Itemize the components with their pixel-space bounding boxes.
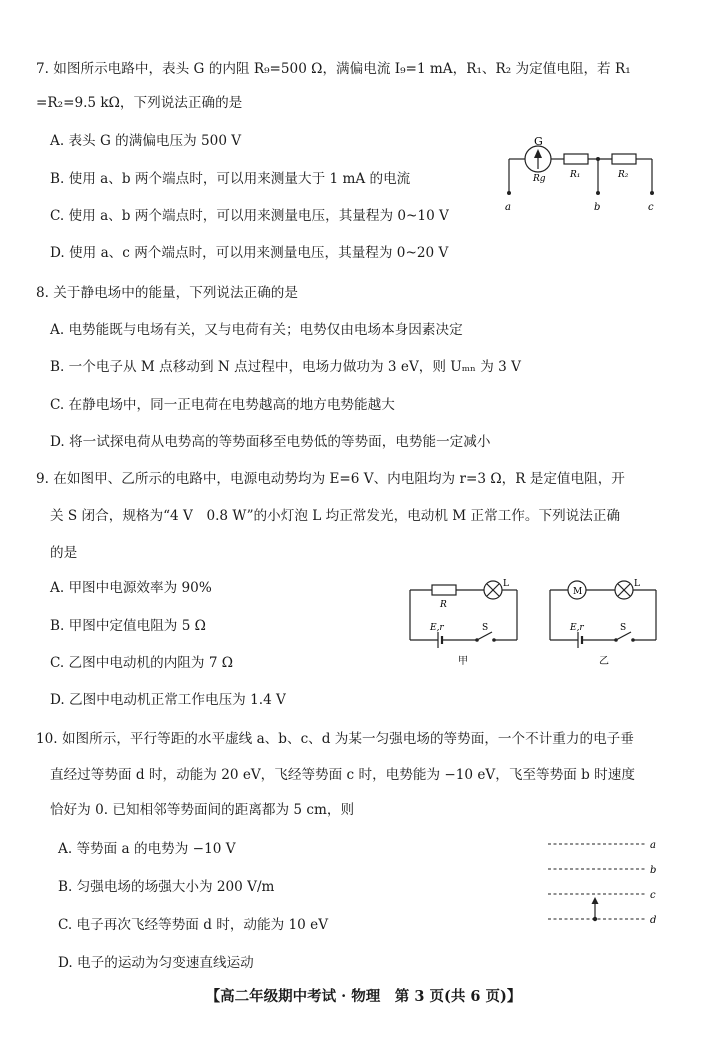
q10-option-b: B. 匀强电场的场强大小为 200 V/m — [58, 879, 275, 895]
resistor-r-label: R — [440, 600, 447, 610]
q8-option-d: D. 将一试探电荷从电势高的等势面移至电势低的等势面，电势能一定减小 — [50, 434, 491, 450]
source-label-yi: E,r — [570, 623, 584, 633]
terminal-a-label: a — [505, 202, 511, 213]
q7-option-b: B. 使用 a、b 两个端点时，可以用来测量大于 1 mA 的电流 — [50, 171, 411, 187]
q7-circuit-diagram — [495, 132, 670, 217]
q10-option-d: D. 电子的运动为匀变速直线运动 — [58, 955, 254, 971]
q9-option-a: A. 甲图中电源效率为 90% — [50, 580, 212, 596]
r1-label: R₁ — [570, 170, 581, 180]
q8-option-c: C. 在静电场中，同一正电荷在电势越高的地方电势能越大 — [50, 397, 395, 413]
q8-stem: 8. 关于静电场中的能量，下列说法正确的是 — [36, 285, 298, 301]
q9-stem-line1: 9. 在如图甲、乙所示的电路中，电源电动势均为 E=6 V、内电阻均为 r=3 Ω，R 是定值电阻，开 — [36, 471, 625, 487]
q8-option-b: B. 一个电子从 M 点移动到 N 点过程中，电场力做功为 3 eV，则 Uₘₙ 为 3 V — [50, 359, 521, 375]
q9-option-b: B. 甲图中定值电阻为 5 Ω — [50, 618, 206, 634]
terminal-b-label: b — [594, 202, 601, 213]
q10-equipotential-diagram — [540, 834, 665, 930]
motor-m-label: M — [573, 587, 583, 597]
lamp-l-label-yi: L — [634, 579, 640, 589]
q9-stem-line3: 的是 — [50, 545, 78, 561]
q7-stem-line1: 7. 如图所示电路中，表头 G 的内阻 R₉=500 Ω，满偏电流 I₉=1 mA，R₁、R₂ 为定值电阻，若 R₁ — [36, 61, 631, 77]
q9-option-c: C. 乙图中电动机的内阻为 7 Ω — [50, 655, 234, 671]
figure-yi-caption: 乙 — [599, 656, 609, 667]
equipotential-b-label: b — [650, 865, 657, 876]
q10-option-a: A. 等势面 a 的电势为 −10 V — [58, 841, 236, 857]
source-label-jia: E,r — [430, 623, 444, 633]
q10-stem-line2: 直经过等势面 d 时，动能为 20 eV，飞经等势面 c 时，电势能为 −10 eV，飞至等势面 b 时速度 — [50, 767, 635, 783]
terminal-c-label: c — [648, 202, 654, 213]
equipotential-d-label: d — [650, 915, 657, 926]
r2-label: R₂ — [618, 170, 629, 180]
switch-label-jia: S — [482, 623, 489, 633]
q7-stem-line2: =R₂=9.5 kΩ，下列说法正确的是 — [36, 95, 243, 111]
q7-option-d: D. 使用 a、c 两个端点时，可以用来测量电压，其量程为 0~20 V — [50, 245, 449, 261]
q9-circuit-diagrams — [402, 574, 664, 670]
rg-label: Rg — [533, 174, 546, 184]
page-footer: 【高二年级期中考试 · 物理 第 3 页(共 6 页)】 — [205, 988, 522, 1005]
switch-label-yi: S — [620, 623, 627, 633]
q7-option-a: A. 表头 G 的满偏电压为 500 V — [50, 133, 242, 149]
equipotential-a-label: a — [650, 840, 656, 851]
q10-stem-line3: 恰好为 0. 已知相邻等势面间的距离都为 5 cm，则 — [50, 802, 355, 818]
figure-jia-caption: 甲 — [458, 656, 468, 667]
q8-option-a: A. 电势能既与电场有关，又与电荷有关；电势仅由电场本身因素决定 — [50, 322, 463, 338]
q9-stem-line2: 关 S 闭合，规格为“4 V 0.8 W”的小灯泡 L 均正常发光，电动机 M 正常工作。下列说法正确 — [50, 508, 621, 524]
galvanometer-label: G — [534, 135, 543, 148]
q9-option-d: D. 乙图中电动机正常工作电压为 1.4 V — [50, 692, 286, 708]
q7-option-c: C. 使用 a、b 两个端点时，可以用来测量电压，其量程为 0~10 V — [50, 208, 449, 224]
q10-stem-line1: 10. 如图所示，平行等距的水平虚线 a、b、c、d 为某一匀强电场的等势面，一个不计重力的电子垂 — [36, 731, 634, 747]
equipotential-c-label: c — [650, 890, 656, 901]
lamp-l-label-jia: L — [503, 579, 509, 589]
q10-option-c: C. 电子再次飞经等势面 d 时，动能为 10 eV — [58, 917, 329, 933]
